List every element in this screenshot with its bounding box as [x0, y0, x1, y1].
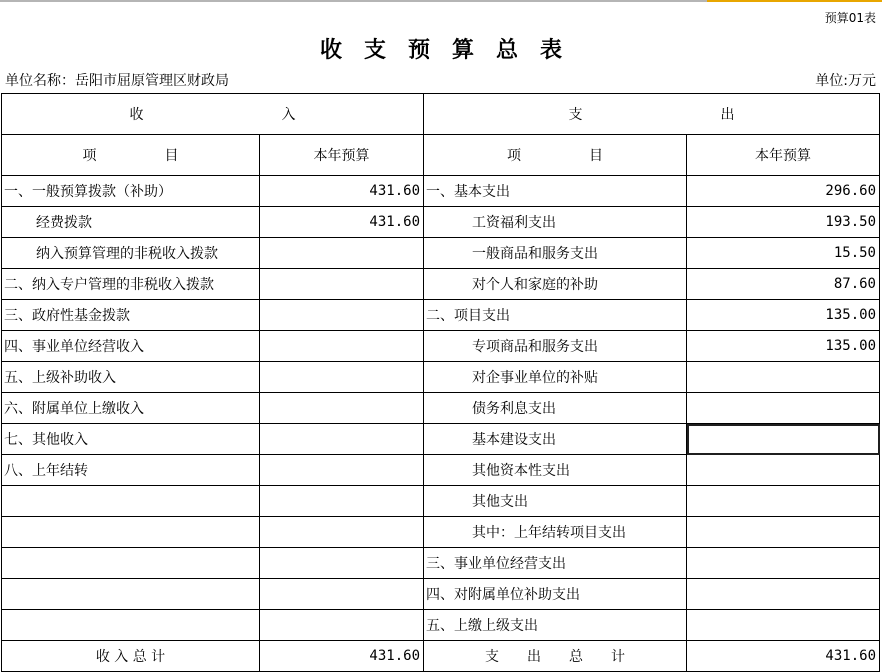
- income-amount-cell[interactable]: [260, 424, 424, 455]
- income-amount-cell[interactable]: [260, 548, 424, 579]
- total-label-char: 收: [95, 649, 110, 665]
- income-amount-cell[interactable]: [260, 579, 424, 610]
- expense-amount-cell[interactable]: 87.60: [687, 269, 880, 300]
- expense-item-cell[interactable]: 三、事业单位经营支出: [424, 548, 687, 579]
- form-code: 预算01表: [824, 11, 876, 25]
- income-total-amount[interactable]: 431.60: [260, 641, 424, 672]
- income-item-cell[interactable]: [2, 579, 260, 610]
- income-amount-cell[interactable]: [260, 517, 424, 548]
- expense-item-cell[interactable]: 一、基本支出: [424, 176, 687, 207]
- income-amount-cell[interactable]: [260, 300, 424, 331]
- income-group-char: 收: [129, 107, 144, 123]
- expense-amount-cell[interactable]: 296.60: [687, 176, 880, 207]
- expense-group-char: 出: [720, 107, 735, 123]
- expense-item-cell[interactable]: 其中：上年结转项目支出: [424, 517, 687, 548]
- expense-item-cell[interactable]: 对企事业单位的补贴: [424, 362, 687, 393]
- total-label-char: 总: [569, 649, 583, 665]
- table-row: [2, 424, 880, 455]
- income-total-label[interactable]: [2, 641, 260, 672]
- total-label-char: 总: [132, 649, 147, 665]
- expense-item-cell[interactable]: 专项商品和服务支出: [424, 331, 687, 362]
- expense-amount-cell[interactable]: 135.00: [687, 331, 880, 362]
- expense-group-char: 支: [568, 107, 583, 123]
- income-amount-cell[interactable]: [260, 393, 424, 424]
- budget-rows: [2, 176, 880, 641]
- expense-total-amount[interactable]: 431.60: [687, 641, 880, 672]
- table-row: [2, 238, 880, 269]
- expense-amount-cell[interactable]: 193.50: [687, 207, 880, 238]
- table-row: [2, 393, 880, 424]
- income-amount-cell[interactable]: [260, 455, 424, 486]
- table-row: [2, 517, 880, 548]
- table-row: [2, 269, 880, 300]
- expense-amount-cell[interactable]: [687, 548, 880, 579]
- page-title: 收支预算总表: [319, 37, 584, 63]
- item-header-char: 项: [507, 148, 521, 164]
- income-amount-cell[interactable]: [260, 362, 424, 393]
- total-label-char: 支: [485, 649, 499, 665]
- table-row: [2, 207, 880, 238]
- income-amount-cell[interactable]: 431.60: [260, 207, 424, 238]
- table-row: [2, 331, 880, 362]
- expense-amount-cell[interactable]: [687, 486, 880, 517]
- expense-amount-cell[interactable]: [687, 610, 880, 641]
- expense-amount-cell[interactable]: [687, 424, 880, 455]
- table-row: [2, 300, 880, 331]
- selection-indicator: [707, 0, 882, 2]
- expense-amount-cell[interactable]: [687, 393, 880, 424]
- item-header-char: 目: [589, 148, 603, 164]
- income-item-cell[interactable]: 八、上年结转: [2, 455, 260, 486]
- income-item-cell[interactable]: 七、其他收入: [2, 424, 260, 455]
- table-row: [2, 486, 880, 517]
- budget-summary-table: [1, 93, 880, 672]
- expense-item-cell[interactable]: 一般商品和服务支出: [424, 238, 687, 269]
- expense-amount-cell[interactable]: [687, 517, 880, 548]
- expense-item-header[interactable]: [424, 135, 687, 176]
- table-row: [2, 176, 880, 207]
- item-header-char: 目: [164, 148, 179, 164]
- income-item-cell[interactable]: [2, 610, 260, 641]
- currency-unit: 单位:万元: [815, 73, 876, 89]
- income-item-header[interactable]: [2, 135, 260, 176]
- expense-group-header[interactable]: [424, 94, 880, 135]
- total-label-char: 计: [611, 649, 625, 665]
- table-row: [2, 579, 880, 610]
- unit-name-value: 岳阳市屈原管理区财政局: [75, 73, 229, 89]
- expense-item-cell[interactable]: 二、项目支出: [424, 300, 687, 331]
- income-budget-header[interactable]: 本年预算: [260, 135, 424, 176]
- income-amount-cell[interactable]: [260, 486, 424, 517]
- expense-amount-cell[interactable]: 15.50: [687, 238, 880, 269]
- table-row: [2, 548, 880, 579]
- table-row: [2, 610, 880, 641]
- item-header-char: 项: [82, 148, 97, 164]
- expense-amount-cell[interactable]: 135.00: [687, 300, 880, 331]
- income-item-cell[interactable]: 五、上级补助收入: [2, 362, 260, 393]
- income-item-cell[interactable]: [2, 486, 260, 517]
- income-item-cell[interactable]: 一、一般预算拨款（补助）: [2, 176, 260, 207]
- income-item-cell[interactable]: [2, 517, 260, 548]
- income-item-cell[interactable]: 二、纳入专户管理的非税收入拨款: [2, 269, 260, 300]
- total-label-char: 入: [114, 649, 129, 665]
- income-group-char: 入: [281, 107, 296, 123]
- income-amount-cell[interactable]: [260, 238, 424, 269]
- expense-item-cell[interactable]: 其他支出: [424, 486, 687, 517]
- total-label-char: 出: [527, 649, 541, 665]
- income-item-cell[interactable]: 四、事业单位经营收入: [2, 331, 260, 362]
- expense-budget-header[interactable]: 本年预算: [687, 135, 880, 176]
- income-item-cell[interactable]: 三、政府性基金拨款: [2, 300, 260, 331]
- expense-item-cell[interactable]: 五、上缴上级支出: [424, 610, 687, 641]
- income-item-cell[interactable]: [2, 548, 260, 579]
- table-row: [2, 455, 880, 486]
- table-row: [2, 362, 880, 393]
- income-item-cell[interactable]: 经费拨款: [2, 207, 260, 238]
- expense-amount-cell[interactable]: [687, 455, 880, 486]
- income-item-cell[interactable]: 纳入预算管理的非税收入拨款: [2, 238, 260, 269]
- expense-item-cell[interactable]: 基本建设支出: [424, 424, 687, 455]
- expense-total-label[interactable]: [424, 641, 687, 672]
- income-amount-cell[interactable]: [260, 610, 424, 641]
- expense-item-cell[interactable]: 工资福利支出: [424, 207, 687, 238]
- unit-name: [5, 70, 229, 90]
- expense-amount-cell[interactable]: [687, 579, 880, 610]
- income-amount-cell[interactable]: [260, 269, 424, 300]
- expense-item-cell[interactable]: 四、对附属单位补助支出: [424, 579, 687, 610]
- income-group-header[interactable]: [2, 94, 424, 135]
- unit-name-label: 单位名称：: [5, 73, 75, 89]
- income-amount-cell[interactable]: 431.60: [260, 176, 424, 207]
- income-item-cell[interactable]: 六、附属单位上缴收入: [2, 393, 260, 424]
- income-amount-cell[interactable]: [260, 331, 424, 362]
- expense-item-cell[interactable]: 其他资本性支出: [424, 455, 687, 486]
- expense-amount-cell[interactable]: [687, 362, 880, 393]
- expense-item-cell[interactable]: 对个人和家庭的补助: [424, 269, 687, 300]
- expense-item-cell[interactable]: 债务利息支出: [424, 393, 687, 424]
- total-label-char: 计: [151, 649, 166, 665]
